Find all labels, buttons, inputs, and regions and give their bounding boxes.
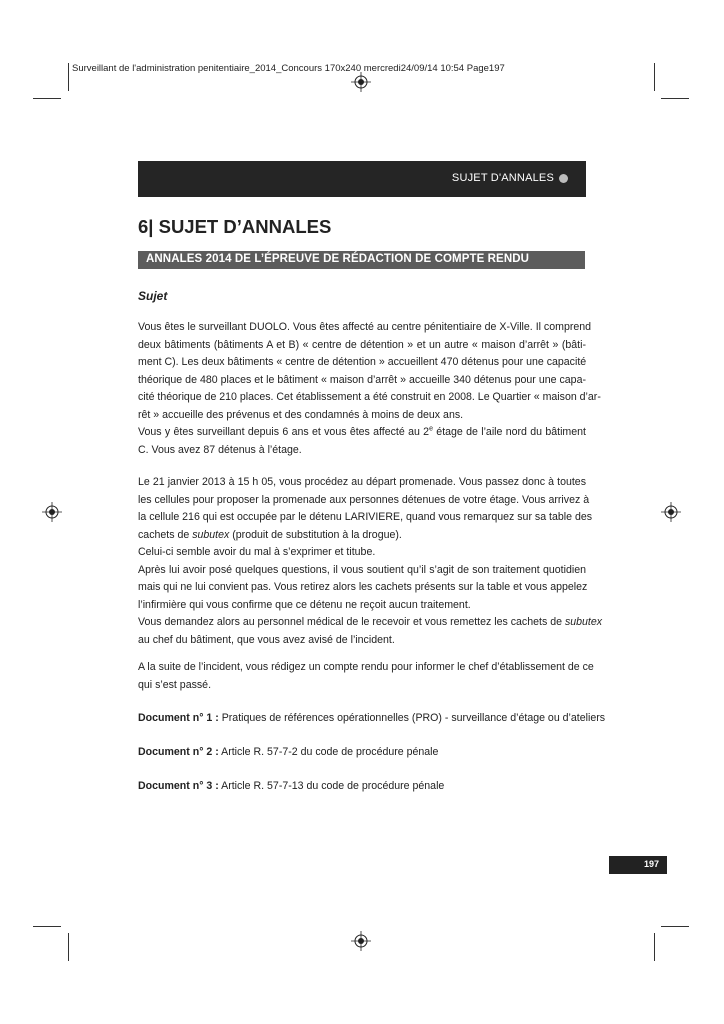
text-line: A la suite de l’incident, vous rédigez un compte rendu pour informer le chef d’établissement de ce: [138, 661, 594, 673]
text-line: la cellule 216 qui est occupée par le détenu LARIVIERE, quand vous remarquez sur sa table des: [138, 511, 593, 523]
document-reference: [138, 746, 438, 758]
paragraph-context: [138, 319, 601, 459]
document-label: Document n° 1 :: [138, 712, 219, 724]
registration-mark-icon: [661, 502, 681, 522]
text-line: l’infirmière qui vous confirme que ce détenu ne reçoit aucun traitement.: [138, 598, 471, 611]
text-line: C. Vous avez 87 détenus à l’étage.: [138, 443, 302, 456]
document-reference: [138, 712, 605, 724]
text-line: qui s’est passé.: [138, 678, 212, 691]
text-line: au chef du bâtiment, que vous avez avisé de l’incident.: [138, 633, 395, 646]
text-line: mais qui ne lui convient pas. Vous retirez alors les cachets présents sur la table et vous appelez: [138, 581, 588, 593]
text-line: Celui-ci semble avoir du mal à s’exprimer et titube.: [138, 546, 376, 558]
crop-mark: [68, 933, 69, 961]
crop-mark: [33, 98, 61, 99]
page-title: 6| SUJET D’ANNALES: [138, 216, 332, 237]
registration-mark-icon: [42, 502, 62, 522]
page-number-box: [609, 856, 667, 874]
header-banner: [138, 161, 586, 197]
text-line: ment C). Les deux bâtiments « centre de détention » accueillent 470 détenus pour une capacité: [138, 356, 587, 368]
text-line: les cellules pour proposer la promenade aux personnes détenues de votre étage. Vous arrivez à: [138, 493, 590, 506]
page-number: 197: [643, 859, 659, 869]
text-line: Vous demandez alors au personnel médical de le recevoir et vous remettez les cachets de subutex: [138, 616, 603, 628]
paragraph-instruction: [138, 659, 594, 694]
banner-label: SUJET D'ANNALES: [451, 172, 554, 184]
registration-mark-icon: [351, 72, 371, 92]
crop-mark: [68, 63, 69, 91]
bullet-dot-icon: [559, 174, 568, 183]
paragraph-incident: [138, 474, 603, 649]
document-label: Document n° 2 :: [138, 746, 219, 758]
document-title: Article R. 57-7-13 du code de procédure pénale: [218, 780, 445, 792]
crop-mark: [654, 63, 655, 91]
text-line: cachets de subutex (produit de substitution à la drogue).: [138, 528, 402, 541]
document-title: Pratiques de références opérationnelles (PRO) - surveillance d’étage ou d’ateliers: [218, 712, 606, 724]
crop-mark: [661, 926, 689, 927]
section-subtitle-bar: [138, 251, 585, 269]
text-line: Après lui avoir posé quelques questions, il vous soutient qu’il s’agit de son traitement quotidien: [138, 563, 586, 576]
printer-slug: Surveillant de l'administration penitentiaire_2014_Concours 170x240 mercredi24/09/14 10:54 Page197: [72, 63, 505, 74]
registration-mark-icon: [351, 931, 371, 951]
text-line: deux bâtiments (bâtiments A et B) « centre de détention » et un autre « maison d’arrêt » (bâti-: [138, 338, 586, 351]
text-line: théorique de 480 places et le bâtiment « maison d’arrêt » accueille 340 détenus pour une capa-: [138, 373, 586, 386]
section-heading: Sujet: [138, 289, 168, 303]
document-reference: [138, 780, 444, 792]
document-title: Article R. 57-7-2 du code de procédure pénale: [218, 746, 439, 758]
text-line: Vous y êtes surveillant depuis 6 ans et vous êtes affecté au 2e étage de l’aile nord du bâtiment: [138, 425, 586, 438]
crop-mark: [654, 933, 655, 961]
text-line: rêt » accueille des prévenus et des condamnés à moins de deux ans.: [138, 408, 464, 421]
document-label: Document n° 3 :: [138, 780, 219, 792]
text-line: Le 21 janvier 2013 à 15 h 05, vous procédez au départ promenade. Vous passez donc à toutes: [138, 476, 586, 488]
crop-mark: [661, 98, 689, 99]
text-line: Vous êtes le surveillant DUOLO. Vous êtes affecté au centre pénitentiaire de X-Ville. Il comprend: [138, 321, 592, 333]
crop-mark: [33, 926, 61, 927]
section-subtitle: ANNALES 2014 DE L’ÉPREUVE DE RÉDACTION DE COMPTE RENDU: [146, 253, 530, 265]
text-line: cité théorique de 210 places. Cet établissement a été construit en 2008. Le Quartier « maison d’ar-: [138, 391, 601, 403]
